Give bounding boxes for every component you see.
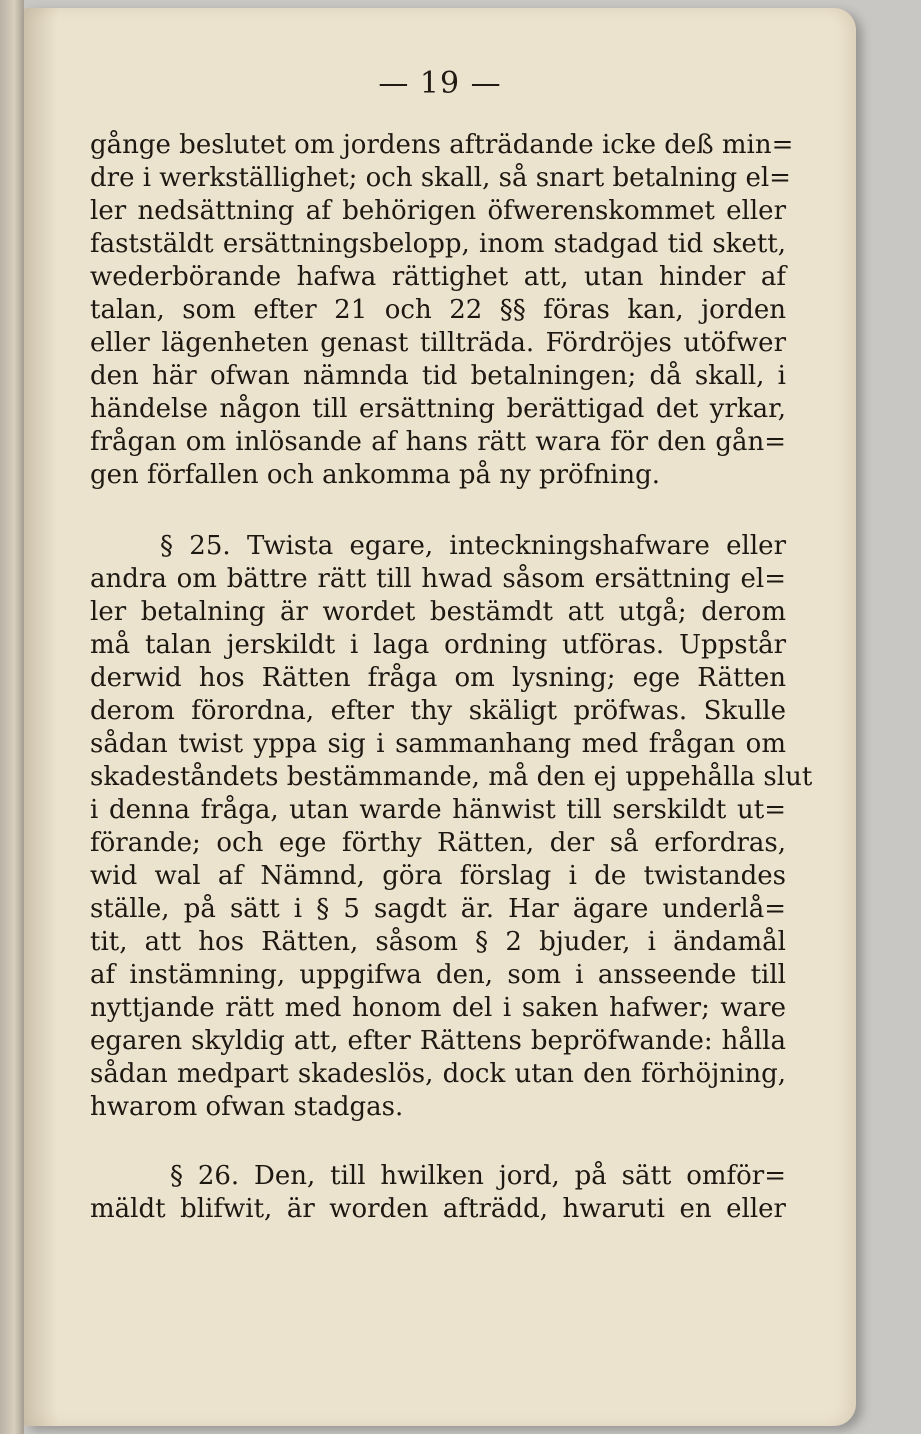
text-line: skadeståndets bestämmande, må den ej uppehålla slut [90,762,813,792]
book-spine-edge [0,0,24,1434]
text-line: egaren skyldig att, efter Rättens bepröfwande: hålla [90,1026,786,1056]
section-26-heading-line: § 26. Den, till hwilken jord, på sätt omför= [170,1161,786,1191]
text-line: sådan medpart skadeslös, dock utan den förhöjning, [90,1059,786,1089]
text-line: i denna fråga, utan warde hänwist till serskildt ut= [90,795,786,825]
book-page [24,8,856,1426]
text-line: wid wal af Nämnd, göra förslag i de twistandes [90,861,786,891]
text-line: talan, som efter 21 och 22 §§ föras kan, jorden [90,295,786,325]
text-line: må talan jerskildt i laga ordning utföras. Uppstår [90,630,786,660]
text-line: frågan om inlösande af hans rätt wara för den gån= [90,427,786,457]
text-line: förande; och ege förthy Rätten, der så erfordras, [90,828,786,858]
section-25-heading-line: § 25. Twista egare, inteckningshafware eller [160,531,786,561]
text-line: af instämning, uppgifwa den, som i ansseende till [90,960,786,990]
text-line: ställe, på sätt i § 5 sagdt är. Har ägare underlå= [90,894,786,924]
text-line: faststäldt ersättningsbelopp, inom stadgad tid skett, [90,229,786,259]
text-line: nyttjande rätt med honom del i saken hafwer; ware [90,993,786,1023]
text-line: hwarom ofwan stadgas. [90,1092,404,1122]
text-line: derwid hos Rätten fråga om lysning; ege Rätten [90,663,786,693]
text-line: eller lägenheten genast tillträda. Fördröjes utöfwer [90,328,786,358]
text-line: andra om bättre rätt till hwad såsom ersättning el= [90,564,786,594]
text-line: gen förfallen och ankomma på ny pröfning. [90,460,661,490]
page-number: — 19 — [378,66,502,101]
text-line: sådan twist yppa sig i sammanhang med frågan om [90,729,786,759]
text-line: mäldt blifwit, är worden afträdd, hwaruti en eller [90,1194,786,1224]
text-line: gånge beslutet om jordens afträdande icke deß min= [90,130,794,160]
text-line: wederbörande hafwa rättighet att, utan hinder af [90,262,786,292]
text-line: derom förordna, efter thy skäligt pröfwas. Skulle [90,696,786,726]
text-line: den här ofwan nämnda tid betalningen; då skall, i [90,361,786,391]
text-line: ler nedsättning af behörigen öfwerenskommet eller [90,196,786,226]
text-line: dre i werkställighet; och skall, så snart betalning el= [90,163,791,193]
text-line: tit, att hos Rätten, såsom § 2 bjuder, i ändamål [90,927,786,957]
text-line: ler betalning är wordet bestämdt att utgå; derom [90,597,786,627]
text-line: händelse någon till ersättning berättigad det yrkar, [90,394,786,424]
